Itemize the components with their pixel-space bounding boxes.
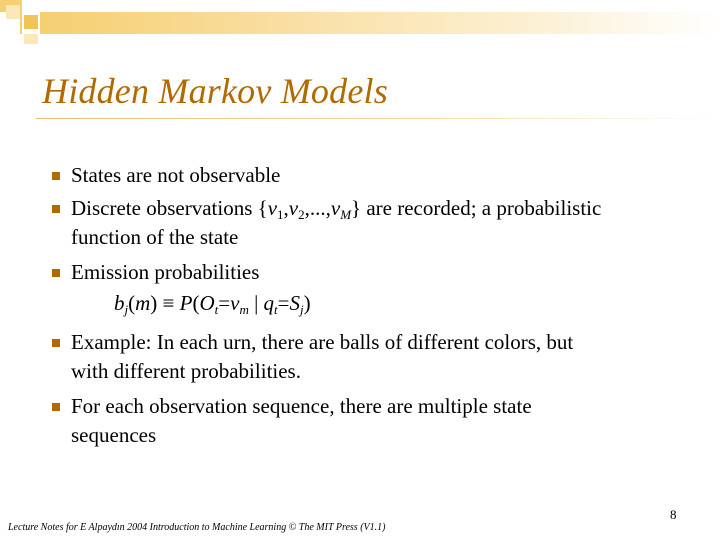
emission-formula: $b_j(m) \equiv P(O_t=v_m$ | $q_t=S_j$) <box>114 291 311 317</box>
bullet-text: Emission probabilities <box>71 260 260 284</box>
bullet-text-continued: sequences <box>71 423 157 447</box>
corner-square <box>24 15 38 29</box>
bullet-text: Example: In each urn, there are balls of different colors, but <box>71 330 574 354</box>
bullet-text: Discrete observations $\{v_1,v_2,...,v_M\}$ are recorded; a probabilistic <box>71 196 602 222</box>
title-divider <box>36 118 720 119</box>
corner-square <box>22 0 40 12</box>
bullet-icon <box>52 339 60 347</box>
bullet-text: For each observation sequence, there are multiple state <box>71 394 532 418</box>
bullet-icon <box>52 205 60 213</box>
bullet-text-continued: with different probabilities. <box>71 359 301 383</box>
header-band <box>40 12 720 34</box>
bullet-text: States are not observable <box>71 163 281 187</box>
page-number: 8 <box>670 507 677 522</box>
slide-title: Hidden Markov Models <box>42 71 388 111</box>
bullet-text-continued: function of the state <box>71 225 239 249</box>
corner-square <box>6 5 20 19</box>
footer-credit: Lecture Notes for E Alpaydın 2004 Introduction to Machine Learning © The MIT Press (V1.1) <box>8 522 386 533</box>
bullet-icon <box>52 172 60 180</box>
bullet-icon <box>52 403 60 411</box>
corner-square <box>24 34 38 44</box>
bullet-icon <box>52 269 60 277</box>
